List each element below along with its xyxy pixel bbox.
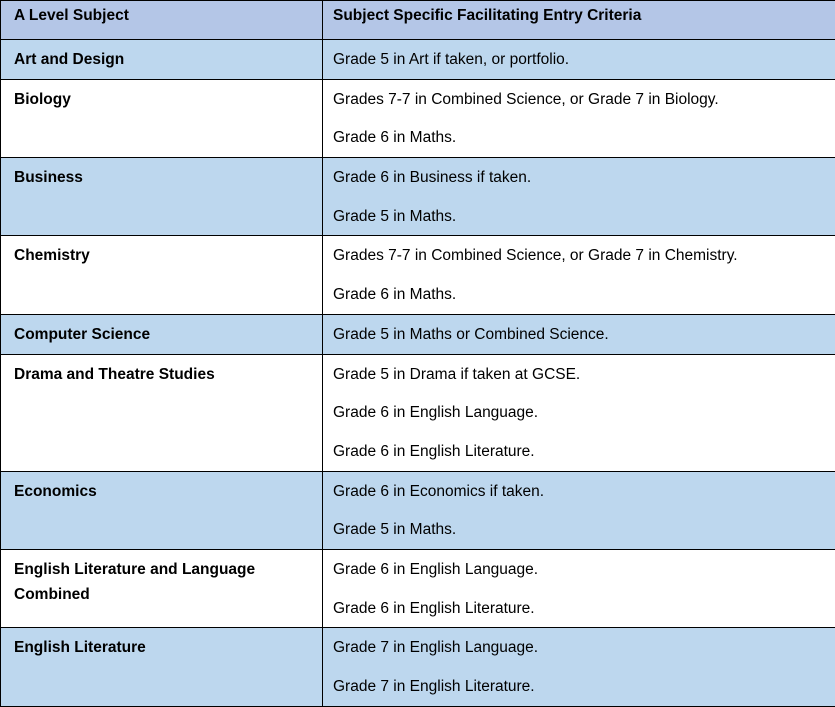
table-row [1,314,835,354]
table-header-row [1,1,835,40]
subject-cell: English Literature [1,628,323,706]
subject-cell: Biology [1,79,323,157]
table-row [1,549,835,627]
criteria-line: Grades 7-7 in Combined Science, or Grade 7 in Biology. [333,87,827,126]
criteria-line: Grade 6 in English Literature. [333,439,827,471]
criteria-line: Grade 7 in English Literature. [333,674,827,706]
criteria-line: Grade 6 in Maths. [333,125,827,157]
criteria-line: Grade 6 in English Language. [333,400,827,439]
header-subject: A Level Subject [1,1,323,40]
table-row [1,354,835,471]
criteria-line: Grade 5 in Art if taken, or portfolio. [333,47,827,79]
criteria-cell [323,314,835,354]
criteria-line: Grade 5 in Maths. [333,517,827,549]
criteria-cell [323,628,835,706]
criteria-cell [323,79,835,157]
criteria-line: Grade 6 in English Language. [333,557,827,596]
subject-cell: Economics [1,471,323,549]
table-row [1,158,835,236]
header-criteria: Subject Specific Facilitating Entry Criteria [323,1,835,40]
subject-cell: Drama and Theatre Studies [1,354,323,471]
criteria-line: Grade 7 in English Language. [333,635,827,674]
table-row [1,471,835,549]
subject-cell: Computer Science [1,314,323,354]
subject-cell: English Literature and Language Combined [1,549,323,627]
table-row [1,79,835,157]
criteria-line: Grade 6 in Business if taken. [333,165,827,204]
subject-cell: Chemistry [1,236,323,314]
table-row [1,40,835,80]
table-body [1,40,835,707]
criteria-cell [323,549,835,627]
criteria-cell [323,354,835,471]
subject-cell: Business [1,158,323,236]
criteria-line: Grade 6 in Maths. [333,282,827,314]
criteria-line: Grade 5 in Maths. [333,204,827,236]
criteria-cell [323,158,835,236]
criteria-cell [323,236,835,314]
criteria-line: Grade 5 in Drama if taken at GCSE. [333,362,827,401]
table-row [1,628,835,706]
table-row [1,236,835,314]
criteria-cell [323,471,835,549]
criteria-cell [323,40,835,80]
criteria-line: Grades 7-7 in Combined Science, or Grade 7 in Chemistry. [333,243,827,282]
criteria-line: Grade 6 in Economics if taken. [333,479,827,518]
subject-cell: Art and Design [1,40,323,80]
criteria-line: Grade 5 in Maths or Combined Science. [333,322,827,354]
criteria-line: Grade 6 in English Literature. [333,596,827,628]
